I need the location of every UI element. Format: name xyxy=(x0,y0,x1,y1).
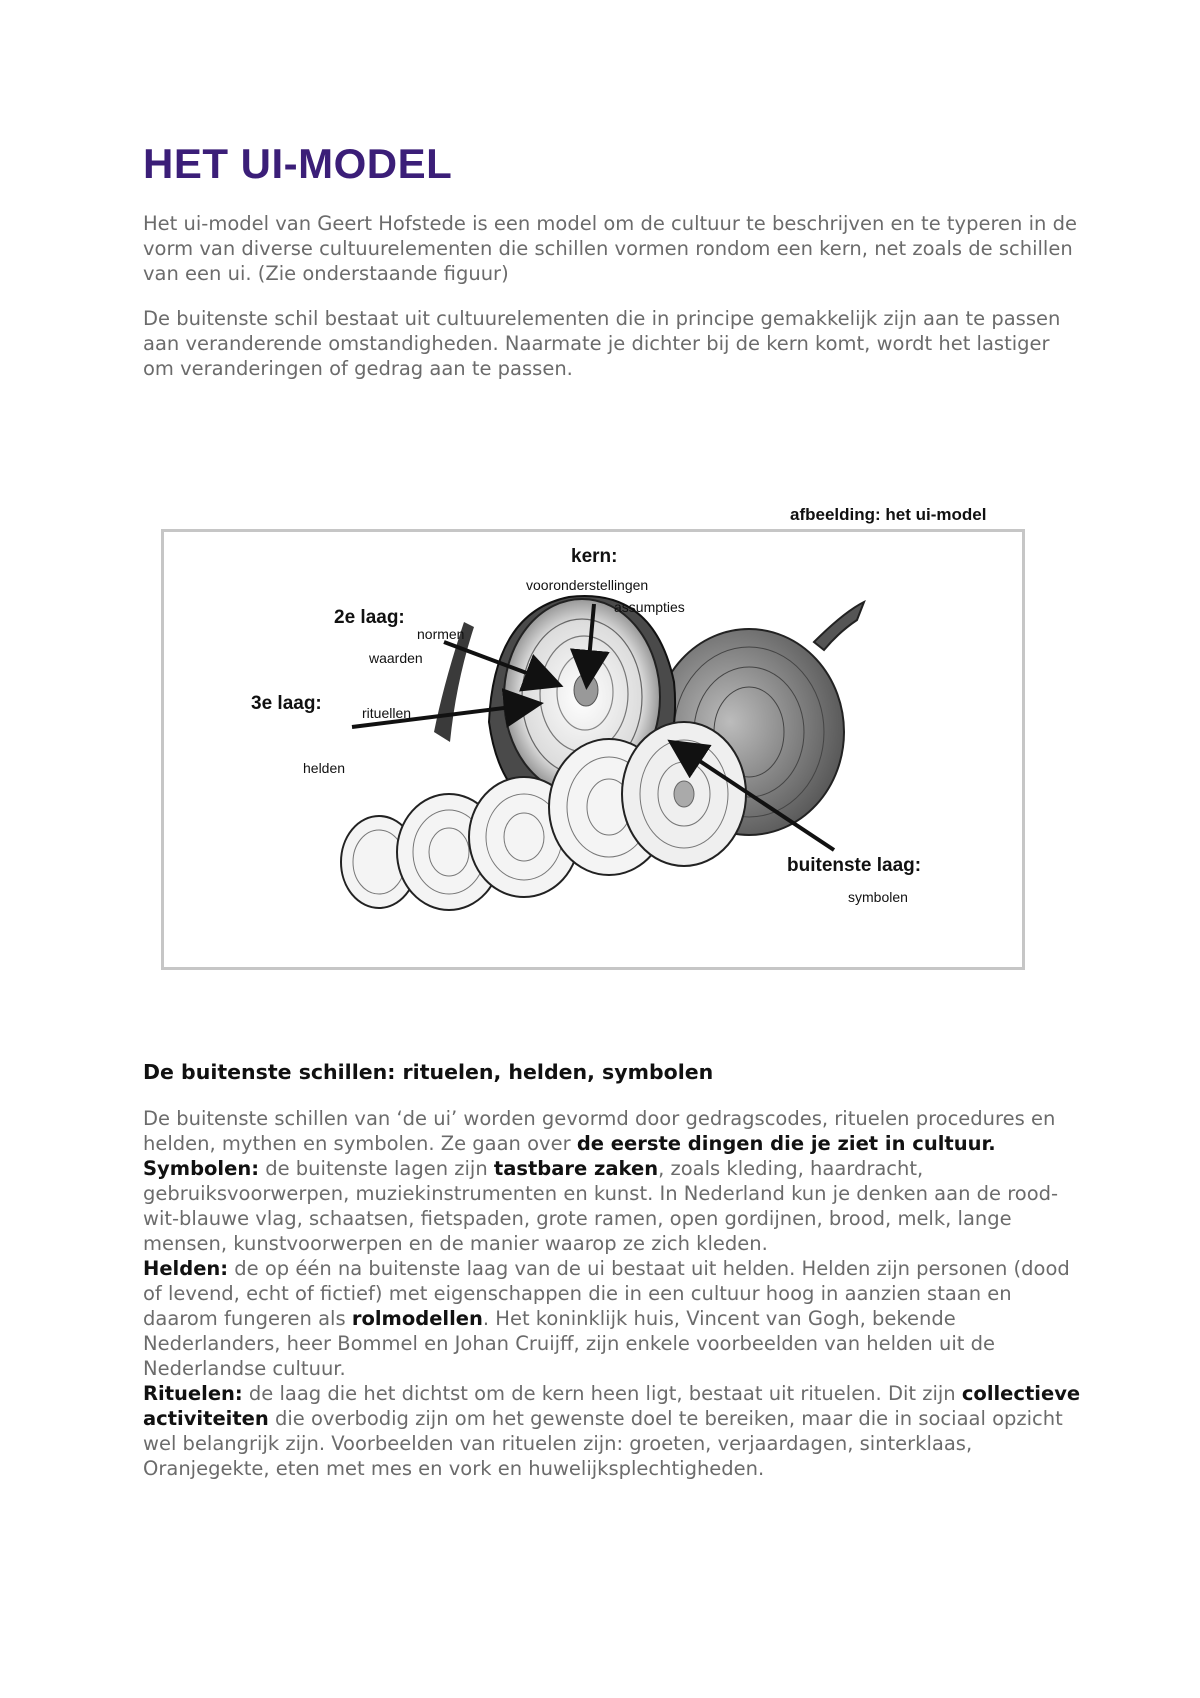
label-laag-3: 3e laag: xyxy=(251,693,322,714)
section-intro-text: De buitenste schillen van ‘de ui’ worden gevormd door gedragscodes, rituelen procedures en helden, mythen en symbolen. Ze gaan over xyxy=(143,1107,1056,1155)
section-heading: De buitenste schillen: rituelen, helden, symbolen xyxy=(143,1060,714,1084)
label-kern: kern: xyxy=(571,546,618,567)
intro-paragraph-1: Het ui-model van Geert Hofstede is een model om de cultuur te beschrijven en te typeren in de vorm van diverse cultuurelementen die schillen vormen rondom een kern, net zoals de schillen van een ui. (Zie onderstaande figuur) xyxy=(143,212,1077,285)
onion-model-figure xyxy=(161,529,1025,970)
symbolen-text-2: , zoals kleding, haardracht, gebruiksvoorwerpen, muziekinstrumenten en kunst. In Nederland kun je denken aan de rood-wit-blauwe vlag, schaatsen, fietspaden, grote ramen, open gordijnen, brood, melk, lange mensen, kunstvoorwerpen en de manier waarop ze zich kleden. xyxy=(143,1157,1059,1255)
helden-text-2: . Het koninklijk huis, Vincent van Gogh, bekende Nederlanders, heer Bommel en Johan Cruijff, zijn enkele voorbeelden van helden uit de Nederlandse cultuur. xyxy=(143,1307,995,1380)
page-title: HET UI-MODEL xyxy=(143,140,453,187)
symbolen-label: Symbolen: xyxy=(143,1157,260,1180)
helden-label: Helden: xyxy=(143,1257,229,1280)
section-paragraph-intro xyxy=(143,1106,1083,1481)
figure-caption: afbeelding: het ui-model xyxy=(790,505,987,524)
symbolen-bold: tastbare zaken xyxy=(493,1157,659,1180)
label-laag-2: 2e laag: xyxy=(334,607,405,628)
helden-bold: rolmodellen xyxy=(351,1307,483,1330)
label-waarden: waarden xyxy=(369,650,423,666)
helden-text-1: de op één na buitenste laag van de ui bestaat uit helden. Helden zijn personen (dood of levend, echt of fictief) met eigenschappen die in een cultuur hoog in aanzien staan en daarom fungeren als xyxy=(143,1257,1070,1330)
intro-paragraph-2: De buitenste schil bestaat uit cultuurelementen die in principe gemakkelijk zijn aan te passen aan veranderende omstandigheden. Naarmate je dichter bij de kern komt, wordt het lastiger om veranderingen of gedrag aan te passen. xyxy=(143,307,1061,380)
label-assumpties: assumpties xyxy=(614,599,685,615)
rituelen-text-2: die overbodig zijn om het gewenste doel te bereiken, maar die in sociaal opzicht wel belangrijk zijn. Voorbeelden van rituelen zijn: groeten, verjaardagen, sinterklaas, Oranjegekte, eten met mes en vork en huwelijksplechtigheden. xyxy=(143,1407,1063,1480)
onion-illustration xyxy=(164,532,1022,967)
symbolen-text-1: de buitenste lagen zijn xyxy=(259,1157,494,1180)
rituelen-bold: collectieve activiteiten xyxy=(143,1382,1081,1430)
label-vooronderstellingen: vooronderstellingen xyxy=(526,577,649,593)
label-rituellen: rituellen xyxy=(362,705,412,721)
label-helden: helden xyxy=(303,760,346,776)
label-normen: normen xyxy=(417,626,465,642)
label-symbolen: symbolen xyxy=(848,889,908,905)
rituelen-text-1: de laag die het dichtst om de kern heen ligt, bestaat uit rituelen. Dit zijn xyxy=(242,1382,962,1405)
section-intro-bold: de eerste dingen die je ziet in cultuur. xyxy=(576,1132,996,1155)
label-buitenste-laag: buitenste laag: xyxy=(787,855,922,876)
rituelen-label: Rituelen: xyxy=(143,1382,243,1405)
